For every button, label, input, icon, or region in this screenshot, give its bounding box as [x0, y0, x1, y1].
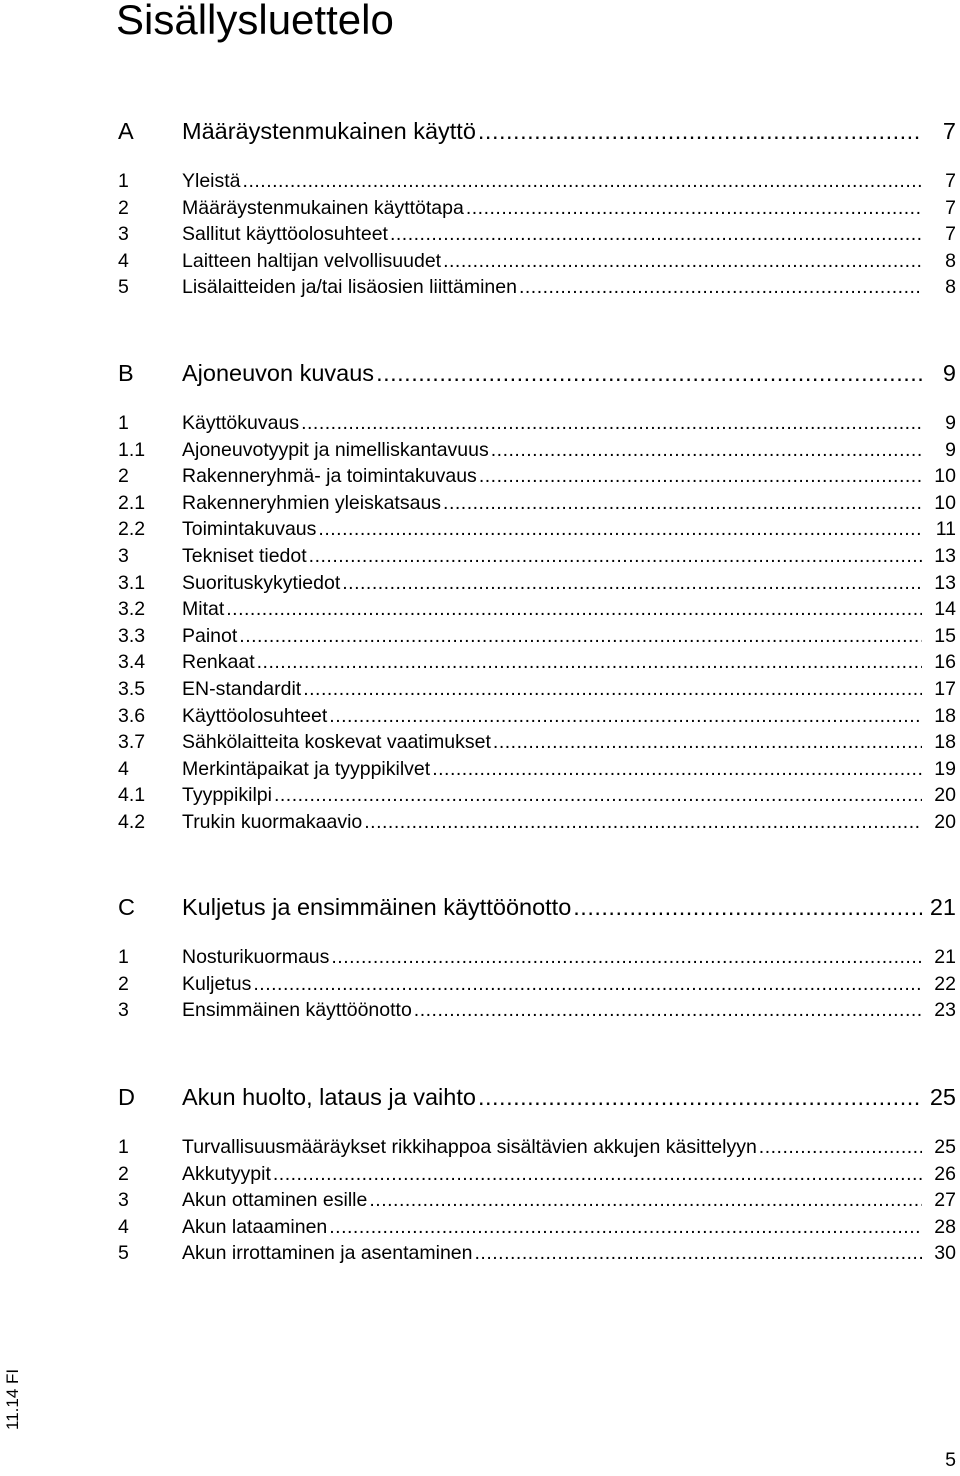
toc-entry[interactable]	[118, 516, 956, 542]
toc-entry[interactable]	[118, 410, 956, 436]
entry-page: 14	[934, 598, 956, 621]
entry-number: 2	[118, 196, 129, 219]
entry-page: 7	[945, 170, 956, 192]
entry-number: 3	[118, 545, 129, 567]
revision-code: 11.14 FI	[3, 1368, 22, 1430]
entry-title: Mitat	[182, 598, 225, 621]
entry-number: 1	[118, 412, 129, 434]
entry-number: 1	[118, 1136, 129, 1158]
section-letter: C	[118, 894, 135, 920]
toc-entry[interactable]	[118, 782, 956, 808]
entry-number: 5	[118, 276, 129, 299]
dot-leader	[432, 756, 922, 782]
entry-page: 27	[934, 1189, 956, 1212]
entry-page: 23	[934, 999, 956, 1022]
page-title: Sisällysluettelo	[116, 0, 394, 43]
dot-leader	[491, 437, 922, 463]
section-letter: A	[118, 118, 134, 144]
entry-page: 13	[934, 571, 956, 594]
entry-number: 3.2	[118, 598, 146, 621]
toc-entry[interactable]	[118, 623, 956, 649]
toc-entry[interactable]	[118, 221, 956, 247]
entry-page: 17	[934, 678, 956, 700]
toc-entry[interactable]	[118, 1161, 956, 1187]
entry-page: 11	[935, 518, 956, 541]
entry-number: 3	[118, 999, 129, 1022]
entry-page: 20	[934, 784, 956, 807]
toc-entry[interactable]	[118, 195, 956, 221]
dot-leader	[479, 463, 922, 489]
toc-entry[interactable]	[118, 437, 956, 463]
entry-number: 3.4	[118, 651, 146, 674]
toc-entry[interactable]	[118, 649, 956, 675]
entry-number: 4	[118, 1215, 129, 1238]
toc-entry[interactable]	[118, 1187, 956, 1213]
toc-entry[interactable]	[118, 703, 956, 729]
entry-number: 3.3	[118, 624, 146, 647]
entry-page: 8	[945, 249, 956, 272]
entry-page: 13	[934, 545, 956, 567]
entry-title: Toimintakuvaus	[182, 518, 317, 541]
toc-entry[interactable]	[118, 997, 956, 1023]
toc-entry[interactable]	[118, 676, 956, 702]
toc-entry[interactable]	[118, 756, 956, 782]
entry-title: Rakenneryhmien yleiskatsaus	[182, 491, 442, 514]
toc-entry[interactable]	[118, 570, 956, 596]
entry-page: 10	[934, 491, 956, 514]
entry-page: 19	[934, 757, 956, 780]
entry-title: Renkaat	[182, 651, 255, 674]
entry-title: EN-standardit	[182, 678, 302, 700]
entry-title: Yleistä	[182, 170, 241, 192]
entry-page: 9	[945, 412, 956, 434]
entry-page: 21	[934, 946, 956, 968]
toc-section-c[interactable]	[118, 892, 956, 922]
entry-number: 4.2	[118, 811, 146, 833]
entry-number: 2.1	[118, 491, 146, 514]
entry-title: Lisälaitteiden ja/tai lisäosien liittäminen	[182, 276, 517, 299]
dot-leader	[329, 703, 922, 729]
entry-title: Käyttöolosuhteet	[182, 704, 328, 727]
entry-number: 3.6	[118, 704, 146, 727]
dot-leader	[303, 676, 922, 702]
dot-leader	[376, 358, 922, 388]
dot-leader	[364, 809, 922, 835]
toc-entry[interactable]	[118, 490, 956, 516]
toc-entry[interactable]	[118, 729, 956, 755]
dot-leader	[369, 1187, 922, 1213]
toc-section-a[interactable]	[118, 116, 956, 146]
entry-number: 3.7	[118, 731, 146, 754]
toc-entry[interactable]	[118, 1134, 956, 1160]
entry-title: Ajoneuvotyypit ja nimelliskantavuus	[182, 438, 489, 461]
entry-title: Rakenneryhmä- ja toimintakuvaus	[182, 465, 477, 488]
entry-number: 4	[118, 249, 129, 272]
entry-page: 18	[934, 704, 956, 727]
entry-page: 7	[945, 196, 956, 219]
toc-entry[interactable]	[118, 1214, 956, 1240]
dot-leader	[273, 1161, 922, 1187]
entry-title: Tyyppikilpi	[182, 784, 272, 807]
entry-title: Trukin kuormakaavio	[182, 811, 363, 833]
dot-leader	[309, 543, 922, 569]
entry-number: 1.1	[118, 438, 146, 461]
entry-page: 16	[934, 651, 956, 674]
entry-page: 25	[934, 1136, 956, 1158]
entry-title: Akun lataaminen	[182, 1215, 328, 1238]
entry-page: 28	[934, 1215, 956, 1238]
entry-number: 4	[118, 757, 129, 780]
entry-page: 18	[934, 731, 956, 754]
section-title: Akun huolto, lataus ja vaihto	[182, 1084, 476, 1110]
dot-leader	[274, 782, 922, 808]
entry-number: 1	[118, 946, 129, 968]
section-page: 9	[942, 360, 956, 386]
entry-title: Akkutyypit	[182, 1162, 271, 1185]
entry-number: 3	[118, 223, 129, 246]
entry-title: Tekniset tiedot	[182, 545, 307, 567]
dot-leader	[331, 944, 922, 970]
entry-page: 22	[934, 972, 956, 995]
dot-leader	[478, 116, 922, 146]
section-title: Määräystenmukainen käyttö	[182, 118, 476, 144]
entry-number: 5	[118, 1242, 129, 1265]
section-page: 7	[942, 118, 956, 144]
dot-leader	[466, 195, 922, 221]
dot-leader	[390, 221, 922, 247]
dot-leader	[318, 516, 922, 542]
entry-page: 8	[945, 276, 956, 299]
section-page: 21	[929, 894, 956, 920]
entry-page: 9	[945, 438, 956, 461]
entry-title: Käyttökuvaus	[182, 412, 300, 434]
dot-leader	[301, 410, 922, 436]
entry-page: 20	[934, 811, 956, 833]
entry-page: 10	[934, 465, 956, 488]
entry-title: Akun ottaminen esille	[182, 1189, 368, 1212]
entry-number: 1	[118, 170, 129, 192]
dot-leader	[243, 168, 922, 194]
entry-title: Nosturikuormaus	[182, 946, 330, 968]
entry-number: 2	[118, 972, 129, 995]
entry-page: 30	[934, 1242, 956, 1265]
entry-number: 2	[118, 465, 129, 488]
toc-section-d[interactable]	[118, 1082, 956, 1112]
entry-page: 15	[934, 624, 956, 647]
dot-leader	[253, 971, 922, 997]
dot-leader	[493, 729, 922, 755]
dot-leader	[573, 892, 922, 922]
entry-number: 2.2	[118, 518, 146, 541]
dot-leader	[759, 1134, 922, 1160]
dot-leader	[342, 570, 922, 596]
dot-leader	[475, 1240, 923, 1266]
entry-number: 2	[118, 1162, 129, 1185]
entry-title: Sallitut käyttöolosuhteet	[182, 223, 388, 246]
toc-entry[interactable]	[118, 248, 956, 274]
entry-number: 3	[118, 1189, 129, 1212]
entry-title: Laitteen haltijan velvollisuudet	[182, 249, 442, 272]
section-title: Kuljetus ja ensimmäinen käyttöönotto	[182, 894, 572, 920]
toc-entry[interactable]	[118, 543, 956, 569]
entry-title: Sähkölaitteita koskevat vaatimukset	[182, 731, 491, 754]
dot-leader	[478, 1082, 922, 1112]
toc-section-b[interactable]	[118, 358, 956, 388]
section-page: 25	[929, 1084, 956, 1110]
toc-entry[interactable]	[118, 809, 956, 835]
entry-number: 3.1	[118, 571, 146, 594]
section-letter: D	[118, 1084, 135, 1110]
entry-page: 7	[945, 223, 956, 246]
entry-page: 26	[934, 1162, 956, 1185]
dot-leader	[443, 248, 922, 274]
section-title: Ajoneuvon kuvaus	[182, 360, 375, 386]
toc-entry[interactable]	[118, 168, 956, 194]
entry-title: Määräystenmukainen käyttötapa	[182, 196, 464, 219]
toc-entry[interactable]	[118, 463, 956, 489]
entry-title: Merkintäpaikat ja tyyppikilvet	[182, 757, 431, 780]
entry-title: Kuljetus	[182, 972, 252, 995]
toc-entry[interactable]	[118, 274, 956, 300]
entry-title: Suorituskykytiedot	[182, 571, 341, 594]
entry-title: Painot	[182, 624, 238, 647]
toc-entry[interactable]	[118, 596, 956, 622]
dot-leader	[226, 596, 922, 622]
entry-number: 4.1	[118, 784, 146, 807]
toc-entry[interactable]	[118, 1240, 956, 1266]
entry-number: 3.5	[118, 678, 146, 700]
page-number: 5	[945, 1449, 956, 1471]
dot-leader	[443, 490, 922, 516]
entry-title: Turvallisuusmääräykset rikkihappoa sisältävien akkujen käsittelyyn	[182, 1136, 757, 1158]
dot-leader	[329, 1214, 922, 1240]
entry-title: Ensimmäinen käyttöönotto	[182, 999, 412, 1022]
entry-title: Akun irrottaminen ja asentaminen	[182, 1242, 473, 1265]
dot-leader	[414, 997, 922, 1023]
dot-leader	[257, 649, 922, 675]
dot-leader	[239, 623, 922, 649]
section-letter: B	[118, 360, 134, 386]
dot-leader	[519, 274, 922, 300]
toc-entry[interactable]	[118, 971, 956, 997]
toc-entry[interactable]	[118, 944, 956, 970]
